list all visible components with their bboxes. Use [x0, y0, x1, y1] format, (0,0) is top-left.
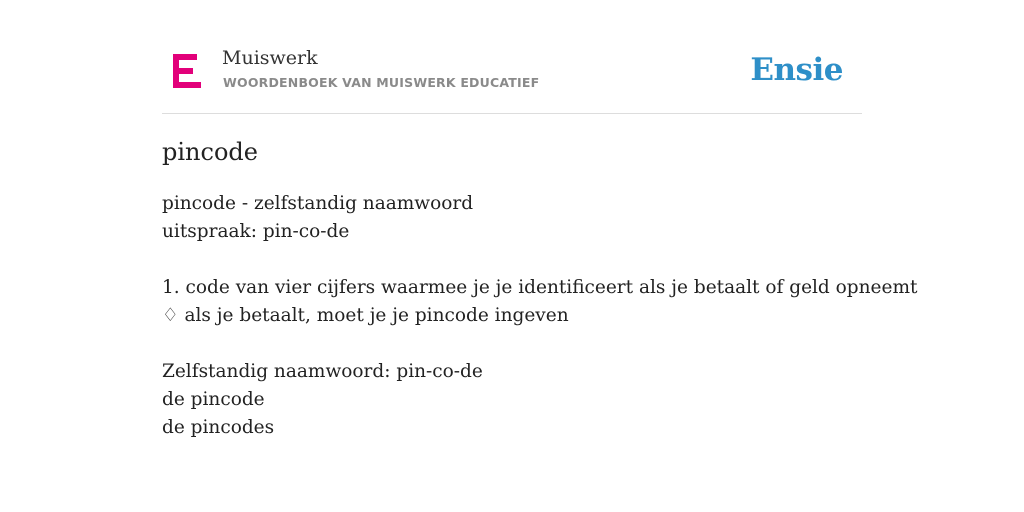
- definition-line: de pincode: [162, 389, 265, 410]
- definition-line: pincode - zelfstandig naamwoord: [162, 193, 474, 214]
- definition-line: uitspraak: pin-co-de: [162, 221, 350, 242]
- header: [162, 40, 862, 114]
- definition-line: de pincodes: [162, 417, 275, 438]
- brand-subtitle: WOORDENBOEK VAN MUISWERK EDUCATIEF: [223, 75, 540, 90]
- definition-line: [162, 246, 917, 274]
- definition-line: ♢ als je betaalt, moet je je pincode ingeven: [162, 305, 569, 326]
- muiswerk-logo-icon[interactable]: [173, 54, 201, 88]
- entry-term: pincode: [162, 138, 258, 166]
- ensie-logo[interactable]: Ensie: [750, 52, 843, 88]
- definition-line: 1. code van vier cijfers waarmee je je identificeert als je betaalt of geld opneemt: [162, 277, 918, 298]
- brand-name[interactable]: Muiswerk: [222, 47, 318, 69]
- definition-line: [162, 330, 917, 358]
- definition-line: Zelfstandig naamwoord: pin-co-de: [162, 361, 483, 382]
- entry-definition: [162, 190, 917, 442]
